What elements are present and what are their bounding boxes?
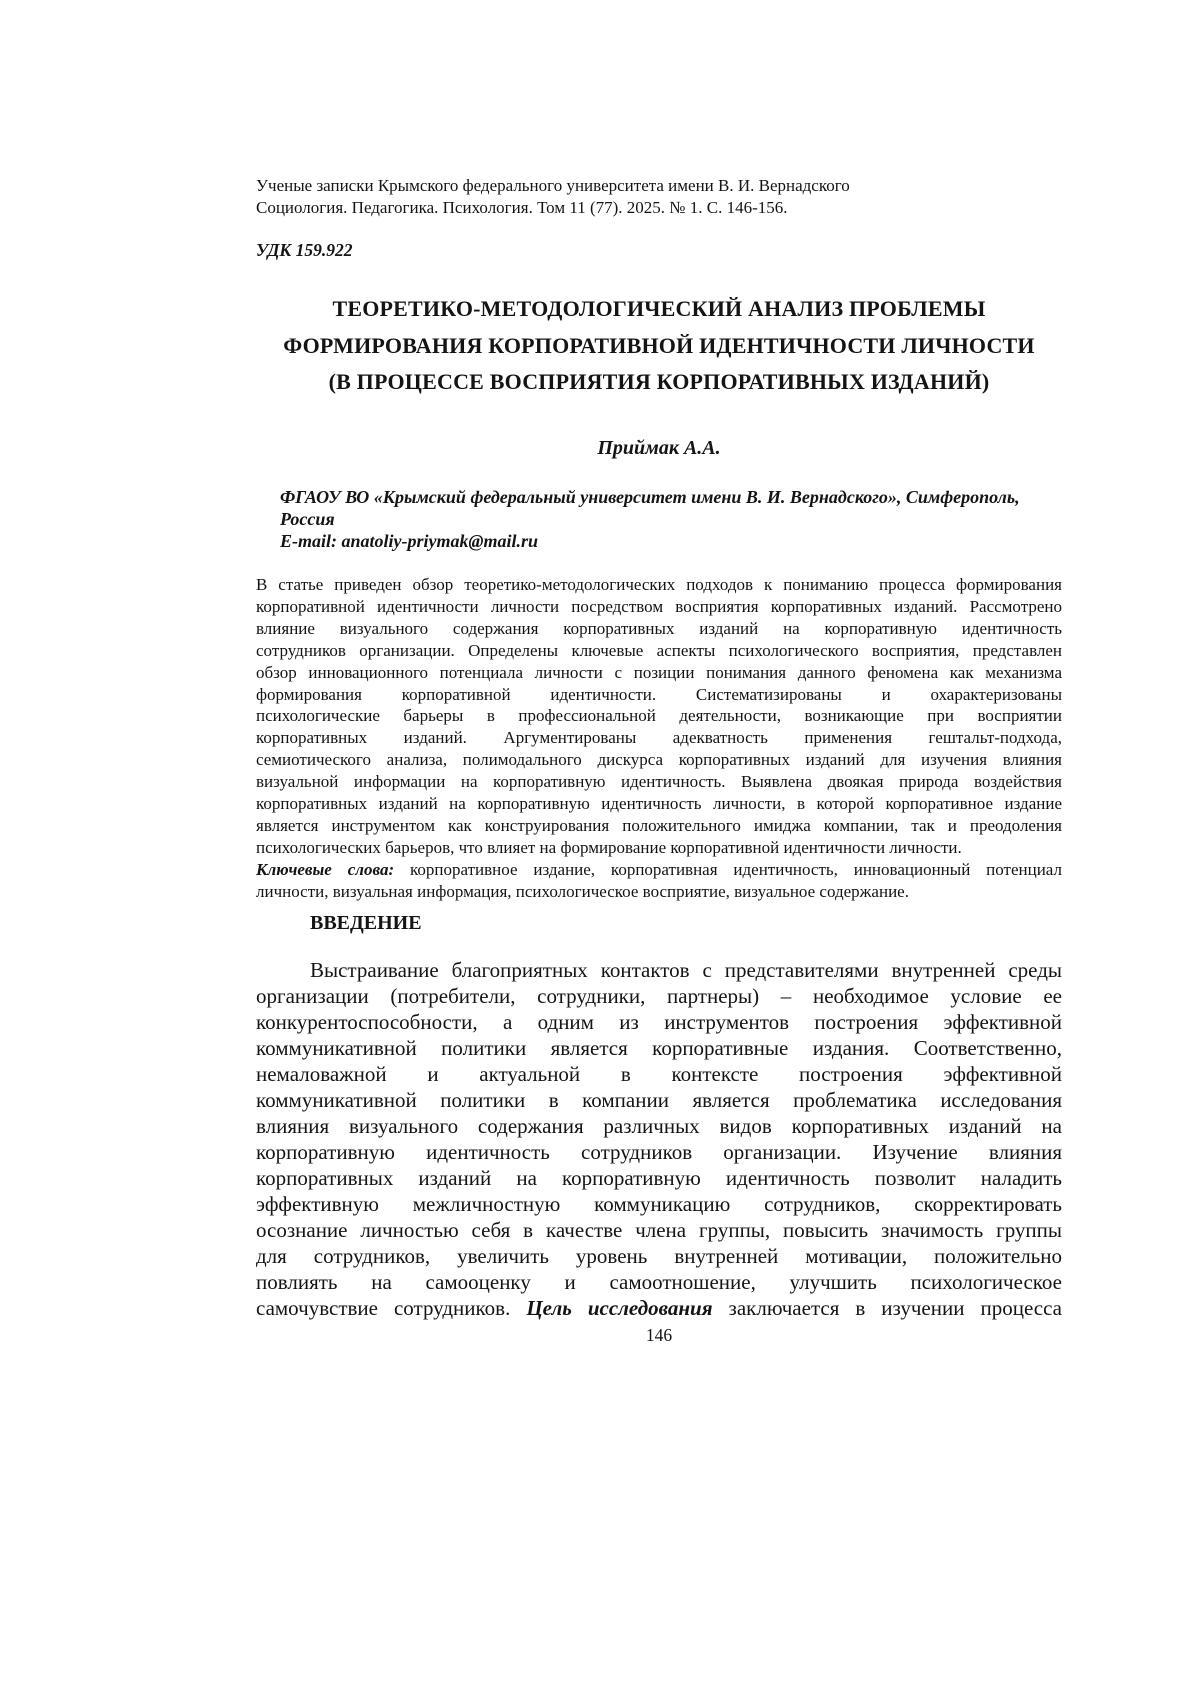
abstract-line: сотрудников организации. Определены ключевые аспекты психологического восприятия, представлен <box>256 640 1062 660</box>
keywords-text: корпоративное издание, корпоративная идентичность, инновационный потенциал <box>394 859 1062 879</box>
affiliation <box>256 486 1062 552</box>
keywords-label: Ключевые слова: <box>256 859 395 879</box>
intro-line: организации (потребители, сотрудники, партнеры) – необходимое условие ее <box>256 984 1062 1008</box>
abstract-line: семиотического анализа, полимодального дискурса корпоративных изданий для изучения влияния <box>256 750 1062 770</box>
journal-header <box>256 175 1062 219</box>
abstract-line: корпоративных изданий на корпоративную идентичность личности, в которой корпоративное издание <box>256 794 1062 814</box>
abstract <box>256 574 1062 903</box>
intro-line <box>256 1295 1062 1321</box>
introduction-paragraph <box>256 957 1062 1321</box>
intro-line: осознание личностью себя в качестве члена группы, повысить значимость группы <box>256 1218 1062 1242</box>
affiliation-line1: ФГАОУ ВО «Крымский федеральный университет имени В. И. Вернадского», Симферополь, <box>280 487 1020 507</box>
intro-line: корпоративную идентичность сотрудников организации. Изучение влияния <box>256 1140 1062 1164</box>
intro-line: коммуникативной политики является корпоративные издания. Соответственно, <box>256 1036 1062 1060</box>
abstract-line: является инструментом как конструирования положительного имиджа компании, так и преодоления <box>256 815 1062 835</box>
article-title <box>256 291 1062 401</box>
article-title-line3: (В ПРОЦЕССЕ ВОСПРИЯТИЯ КОРПОРАТИВНЫХ ИЗДАНИЙ) <box>328 369 990 394</box>
keywords-line: личности, визуальная информация, психологическое восприятие, визуальное содержание. <box>256 881 909 901</box>
abstract-line: психологических барьеров, что влияет на формирование корпоративной идентичности личности. <box>256 837 962 857</box>
abstract-line: корпоративных изданий. Аргументированы адекватность применения гештальт-подхода, <box>256 728 1062 748</box>
journal-header-line1: Ученые записки Крымского федерального университета имени В. И. Вернадского <box>256 176 850 195</box>
intro-last-line-post: заключается в изучении процесса <box>712 1296 1063 1320</box>
abstract-line: формирования корпоративной идентичности. Систематизированы и охарактеризованы <box>256 684 1062 704</box>
journal-header-line2: Социология. Педагогика. Психология. Том 11 (77). 2025. № 1. С. 146-156. <box>256 198 788 217</box>
abstract-line: обзор инновационного потенциала личности с позиции понимания данного феномена как механизма <box>256 662 1062 682</box>
affiliation-line2: Россия <box>280 509 335 529</box>
author-name: Приймак А.А. <box>597 437 721 459</box>
intro-line: Выстраивание благоприятных контактов с представителями внутренней среды <box>310 958 1062 982</box>
section-heading-introduction: ВВЕДЕНИЕ <box>310 912 422 934</box>
intro-line: влияния визуального содержания различных видов корпоративных изданий на <box>256 1114 1062 1138</box>
intro-line: корпоративных изданий на корпоративную идентичность позволит наладить <box>256 1166 1062 1190</box>
abstract-line: визуальной информации на корпоративную идентичность. Выявлена двоякая природа воздействия <box>256 772 1062 792</box>
abstract-line: корпоративной идентичности личности посредством восприятия корпоративных изданий. Рассмотрено <box>256 596 1062 616</box>
page-number: 146 <box>645 1325 673 1345</box>
article-title-line2: ФОРМИРОВАНИЯ КОРПОРАТИВНОЙ ИДЕНТИЧНОСТИ ЛИЧНОСТИ <box>283 332 1035 358</box>
intro-last-line-pre: самочувствие сотрудников. <box>256 1296 527 1320</box>
abstract-line: психологические барьеры в профессиональной деятельности, возникающие при восприятии <box>256 706 1062 726</box>
affiliation-email: E-mail: anatoliy-priymak@mail.ru <box>280 531 538 551</box>
intro-line: немаловажной и актуальной в контексте построения эффективной <box>256 1062 1062 1086</box>
keywords-line <box>256 859 1062 881</box>
udc-code: УДК 159.922 <box>256 240 353 260</box>
intro-line: конкурентоспособности, а одним из инструментов построения эффективной <box>256 1010 1062 1034</box>
abstract-line: влияние визуального содержания корпоративных изданий на корпоративную идентичность <box>256 618 1062 638</box>
intro-line: повлиять на самооценку и самоотношение, улучшить психологическое <box>256 1270 1062 1294</box>
article-title-line1: ТЕОРЕТИКО-МЕТОДОЛОГИЧЕСКИЙ АНАЛИЗ ПРОБЛЕМЫ <box>332 296 986 321</box>
research-goal-emphasis: Цель исследования <box>526 1296 713 1320</box>
intro-line: эффективную межличностную коммуникацию сотрудников, скорректировать <box>256 1192 1062 1216</box>
intro-line: для сотрудников, увеличить уровень внутренней мотивации, положительно <box>256 1244 1062 1268</box>
intro-line: коммуникативной политики в компании является проблематика исследования <box>256 1088 1062 1112</box>
abstract-line: В статье приведен обзор теоретико-методологических подходов к пониманию процесса формирования <box>256 575 1062 594</box>
